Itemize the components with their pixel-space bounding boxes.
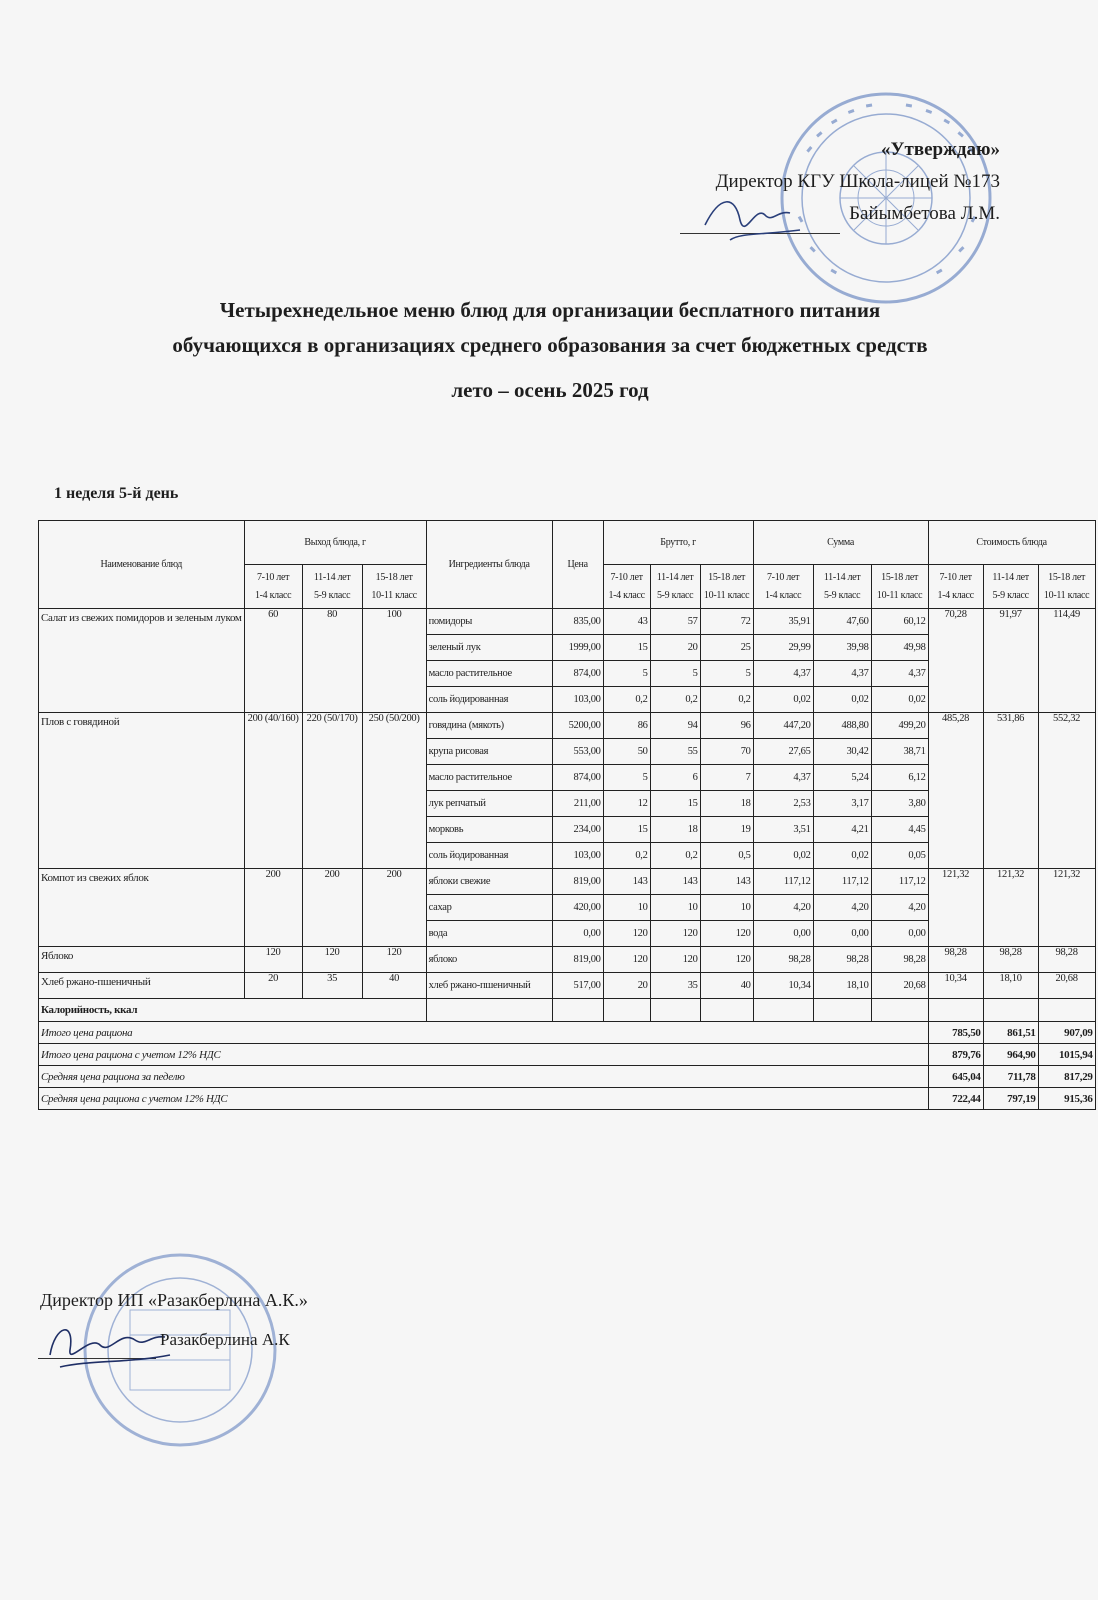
ingredient-name: масло растительное: [426, 765, 552, 791]
grade-label: 5-9 класс: [656, 589, 694, 601]
age-label: 7-10 лет: [256, 571, 290, 583]
menu-table: [38, 520, 1096, 1110]
ingredient-brutto: 143: [603, 869, 650, 895]
ingredient-sum: 488,80: [813, 713, 871, 739]
ingredient-sum: 117,12: [871, 869, 928, 895]
summary-label: Средняя цена рациона за педелю: [39, 1066, 929, 1088]
ingredient-sum: 0,02: [813, 687, 871, 713]
ingredient-price: 1999,00: [552, 635, 603, 661]
dish-name: Компот из свежих яблок: [39, 869, 245, 947]
dish-output: 200 (40/160): [244, 713, 302, 869]
ingredient-sum: 98,28: [813, 947, 871, 973]
dish-cost: 70,28: [928, 609, 983, 713]
supplier-name: Разакберлина А.К: [160, 1330, 290, 1349]
grade-label: 10-11 класс: [876, 589, 923, 601]
calories-cell: [753, 999, 813, 1022]
grade-label: 10-11 класс: [371, 589, 417, 601]
dish-name: Яблоко: [39, 947, 245, 973]
calories-cell: [700, 999, 753, 1022]
ingredient-name: сахар: [426, 895, 552, 921]
ingredient-sum: 5,24: [813, 765, 871, 791]
ingredient-brutto: 25: [700, 635, 753, 661]
document-title-line-1: Четырехнедельное меню блюд для организации бесплатного питания: [219, 298, 881, 322]
age-label: 15-18 лет: [375, 571, 413, 583]
ingredient-brutto: 20: [603, 973, 650, 999]
ingredient-sum: 4,20: [813, 895, 871, 921]
grade-label: 1-4 класс: [764, 589, 802, 601]
summary-value: 785,50: [928, 1022, 983, 1044]
age-group-header: [813, 565, 871, 609]
week-day-label: 1 неделя 5-й день: [54, 485, 179, 502]
summary-value: 797,19: [983, 1088, 1038, 1110]
ingredient-sum: 4,37: [753, 765, 813, 791]
calories-cell: [426, 999, 552, 1022]
ingredient-sum: 499,20: [871, 713, 928, 739]
ingredient-sum: 4,21: [813, 817, 871, 843]
ingredient-name: крупа рисовая: [426, 739, 552, 765]
calories-cell: [813, 999, 871, 1022]
ingredient-price: 103,00: [552, 843, 603, 869]
ingredient-name: говядина (мякоть): [426, 713, 552, 739]
ingredient-price: 874,00: [552, 661, 603, 687]
dish-cost: 531,86: [983, 713, 1038, 869]
grade-label: 1-4 класс: [937, 589, 974, 601]
ingredient-price: 819,00: [552, 869, 603, 895]
dish-name: Салат из свежих помидоров и зеленым луком: [39, 609, 245, 713]
ingredient-sum: 0,02: [871, 687, 928, 713]
ingredient-sum: 0,02: [753, 843, 813, 869]
dish-output: 60: [244, 609, 302, 713]
ingredient-name: лук репчатый: [426, 791, 552, 817]
grade-label: 1-4 класс: [608, 589, 645, 601]
table-row: [39, 609, 1096, 635]
ingredient-price: 5200,00: [552, 713, 603, 739]
ingredient-sum: 49,98: [871, 635, 928, 661]
header-output: Выход блюда, г: [244, 521, 426, 565]
age-label: 11-14 лет: [823, 571, 861, 583]
dish-output: 250 (50/200): [362, 713, 426, 869]
grade-label: 5-9 класс: [823, 589, 861, 601]
ingredient-brutto: 120: [603, 921, 650, 947]
dish-cost: 121,32: [1038, 869, 1095, 947]
ingredient-sum: 0,00: [871, 921, 928, 947]
header-dish: Наименование блюд: [39, 521, 245, 609]
ingredient-name: яблоки свежие: [426, 869, 552, 895]
ingredient-name: яблоко: [426, 947, 552, 973]
ingredient-brutto: 35: [650, 973, 700, 999]
ingredient-sum: 4,20: [871, 895, 928, 921]
ingredient-brutto: 10: [603, 895, 650, 921]
ingredient-brutto: 43: [603, 609, 650, 635]
ingredient-sum: 0,02: [813, 843, 871, 869]
dish-output: 100: [362, 609, 426, 713]
header-sum: Сумма: [753, 521, 928, 565]
calories-cell: [928, 999, 983, 1022]
ingredient-sum: 117,12: [753, 869, 813, 895]
ingredient-price: 517,00: [552, 973, 603, 999]
dish-output: 200: [302, 869, 362, 947]
ingredient-sum: 4,37: [813, 661, 871, 687]
ingredient-name: соль йодированная: [426, 843, 552, 869]
ingredient-sum: 3,17: [813, 791, 871, 817]
ingredient-brutto: 5: [603, 765, 650, 791]
dish-cost: 114,49: [1038, 609, 1095, 713]
grade-label: 5-9 класс: [313, 589, 351, 601]
ingredient-name: морковь: [426, 817, 552, 843]
ingredient-price: 234,00: [552, 817, 603, 843]
ingredient-sum: 117,12: [813, 869, 871, 895]
ingredient-sum: 447,20: [753, 713, 813, 739]
header-brutto: Брутто, г: [603, 521, 753, 565]
dish-cost: 121,32: [928, 869, 983, 947]
ingredient-brutto: 57: [650, 609, 700, 635]
dish-output: 120: [362, 947, 426, 973]
ingredient-sum: 98,28: [753, 947, 813, 973]
age-group-header: [753, 565, 813, 609]
dish-output: 200: [244, 869, 302, 947]
ingredient-name: соль йодированная: [426, 687, 552, 713]
calories-cell: [1038, 999, 1095, 1022]
ingredient-sum: 35,91: [753, 609, 813, 635]
ingredient-sum: 0,00: [753, 921, 813, 947]
summary-label: Средняя цена рациона с учетом 12% НДС: [39, 1088, 929, 1110]
dish-cost: 98,28: [983, 947, 1038, 973]
age-label: 15-18 лет: [708, 571, 746, 583]
age-label: 15-18 лет: [881, 571, 919, 583]
summary-label: Итого цена рациона: [39, 1022, 929, 1044]
summary-value: 915,36: [1038, 1088, 1095, 1110]
ingredient-brutto: 18: [650, 817, 700, 843]
ingredient-brutto: 0,2: [603, 687, 650, 713]
summary-row: [39, 1044, 1096, 1066]
ingredient-brutto: 7: [700, 765, 753, 791]
dish-cost: 98,28: [928, 947, 983, 973]
dish-cost: 552,32: [1038, 713, 1095, 869]
age-group-header: [700, 565, 753, 609]
calories-cell: [603, 999, 650, 1022]
calories-label: Калорийность, ккал: [39, 999, 427, 1022]
table-row: [39, 713, 1096, 739]
summary-value: 879,76: [928, 1044, 983, 1066]
document-title-line-3: лето – осень 2025 год: [451, 378, 649, 402]
ingredient-sum: 6,12: [871, 765, 928, 791]
ingredient-sum: 4,20: [753, 895, 813, 921]
ingredient-name: хлеб ржано-пшеничный: [426, 973, 552, 999]
supplier-signature: [40, 1305, 180, 1380]
calories-row: [39, 999, 1096, 1022]
ingredient-sum: 47,60: [813, 609, 871, 635]
summary-value: 861,51: [983, 1022, 1038, 1044]
ingredient-brutto: 10: [700, 895, 753, 921]
ingredient-brutto: 5: [700, 661, 753, 687]
ingredient-brutto: 120: [650, 947, 700, 973]
summary-value: 964,90: [983, 1044, 1038, 1066]
ingredient-brutto: 55: [650, 739, 700, 765]
calories-cell: [552, 999, 603, 1022]
calories-cell: [983, 999, 1038, 1022]
ingredient-brutto: 120: [700, 921, 753, 947]
ingredient-price: 819,00: [552, 947, 603, 973]
approval-label: «Утверждаю»: [881, 139, 1000, 160]
grade-label: 10-11 класс: [1043, 589, 1090, 601]
ingredient-price: 103,00: [552, 687, 603, 713]
dish-output: 220 (50/170): [302, 713, 362, 869]
ingredient-brutto: 120: [650, 921, 700, 947]
age-group-header: [362, 565, 426, 609]
age-label: 15-18 лет: [1048, 571, 1086, 583]
dish-output: 35: [302, 973, 362, 999]
dish-cost: 121,32: [983, 869, 1038, 947]
ingredient-brutto: 15: [603, 817, 650, 843]
ingredient-brutto: 5: [603, 661, 650, 687]
age-group-header: [603, 565, 650, 609]
ingredient-price: 874,00: [552, 765, 603, 791]
ingredient-brutto: 19: [700, 817, 753, 843]
dish-cost: 485,28: [928, 713, 983, 869]
summary-row: [39, 1022, 1096, 1044]
ingredient-brutto: 70: [700, 739, 753, 765]
ingredient-price: 553,00: [552, 739, 603, 765]
ingredient-brutto: 15: [603, 635, 650, 661]
document-title-line-2: обучающихся в организациях среднего образования за счет бюджетных средств: [172, 333, 928, 357]
ingredient-brutto: 72: [700, 609, 753, 635]
ingredient-brutto: 15: [650, 791, 700, 817]
dish-name: Хлеб ржано-пшеничный: [39, 973, 245, 999]
calories-cell: [650, 999, 700, 1022]
ingredient-brutto: 143: [650, 869, 700, 895]
dish-output: 20: [244, 973, 302, 999]
dish-name: Плов с говядиной: [39, 713, 245, 869]
ingredient-sum: 3,80: [871, 791, 928, 817]
ingredient-brutto: 40: [700, 973, 753, 999]
ingredient-brutto: 18: [700, 791, 753, 817]
ingredient-brutto: 0,5: [700, 843, 753, 869]
ingredient-name: помидоры: [426, 609, 552, 635]
grade-label: 1-4 класс: [254, 589, 292, 601]
summary-label: Итого цена рациона с учетом 12% НДС: [39, 1044, 929, 1066]
ingredient-sum: 60,12: [871, 609, 928, 635]
age-group-header: [928, 565, 983, 609]
ingredient-sum: 10,34: [753, 973, 813, 999]
ingredient-brutto: 10: [650, 895, 700, 921]
dish-output: 200: [362, 869, 426, 947]
ingredient-sum: 0,05: [871, 843, 928, 869]
ingredient-brutto: 5: [650, 661, 700, 687]
ingredient-brutto: 143: [700, 869, 753, 895]
age-label: 11-14 лет: [992, 571, 1029, 583]
ingredient-price: 835,00: [552, 609, 603, 635]
age-group-header: [1038, 565, 1095, 609]
ingredient-name: масло растительное: [426, 661, 552, 687]
ingredient-brutto: 6: [650, 765, 700, 791]
ingredient-sum: 20,68: [871, 973, 928, 999]
ingredient-brutto: 20: [650, 635, 700, 661]
ingredient-sum: 3,51: [753, 817, 813, 843]
table-row: [39, 869, 1096, 895]
header-price: Цена: [552, 521, 603, 609]
summary-value: 645,04: [928, 1066, 983, 1088]
ingredient-sum: 27,65: [753, 739, 813, 765]
ingredient-price: 420,00: [552, 895, 603, 921]
calories-cell: [871, 999, 928, 1022]
director-signature: [700, 185, 810, 255]
age-label: 7-10 лет: [766, 571, 800, 583]
ingredient-brutto: 0,2: [650, 843, 700, 869]
summary-value: 1015,94: [1038, 1044, 1095, 1066]
ingredient-sum: 29,99: [753, 635, 813, 661]
ingredient-sum: 98,28: [871, 947, 928, 973]
ingredient-brutto: 94: [650, 713, 700, 739]
ingredient-name: зеленый лук: [426, 635, 552, 661]
dish-cost: 91,97: [983, 609, 1038, 713]
age-label: 7-10 лет: [939, 571, 972, 583]
ingredient-sum: 38,71: [871, 739, 928, 765]
age-group-header: [244, 565, 302, 609]
summary-value: 907,09: [1038, 1022, 1095, 1044]
ingredient-brutto: 120: [700, 947, 753, 973]
ingredient-brutto: 50: [603, 739, 650, 765]
table-row: [39, 947, 1096, 973]
grade-label: 10-11 класс: [703, 589, 750, 601]
age-label: 7-10 лет: [610, 571, 643, 583]
grade-label: 5-9 класс: [992, 589, 1029, 601]
ingredient-sum: 0,00: [813, 921, 871, 947]
ingredient-sum: 0,02: [753, 687, 813, 713]
ingredient-sum: 4,37: [753, 661, 813, 687]
ingredient-brutto: 12: [603, 791, 650, 817]
ingredient-brutto: 86: [603, 713, 650, 739]
ingredient-brutto: 0,2: [603, 843, 650, 869]
dish-cost: 98,28: [1038, 947, 1095, 973]
ingredient-brutto: 0,2: [650, 687, 700, 713]
dish-cost: 18,10: [983, 973, 1038, 999]
approval-position: Директор КГУ Школа-лицей №173: [715, 171, 1000, 192]
dish-output: 120: [302, 947, 362, 973]
ingredient-sum: 39,98: [813, 635, 871, 661]
summary-value: 711,78: [983, 1066, 1038, 1088]
ingredient-price: 0,00: [552, 921, 603, 947]
supplier-position: Директор ИП «Разакберлина А.К.»: [40, 1290, 308, 1310]
table-row: [39, 973, 1096, 999]
approval-name: Байымбетова Л.М.: [849, 203, 1000, 224]
age-group-header: [650, 565, 700, 609]
ingredient-brutto: 96: [700, 713, 753, 739]
ingredient-name: вода: [426, 921, 552, 947]
summary-row: [39, 1088, 1096, 1110]
ingredient-brutto: 0,2: [700, 687, 753, 713]
ingredient-sum: 30,42: [813, 739, 871, 765]
dish-output: 80: [302, 609, 362, 713]
dish-output: 40: [362, 973, 426, 999]
ingredient-brutto: 120: [603, 947, 650, 973]
ingredient-sum: 4,37: [871, 661, 928, 687]
dish-cost: 20,68: [1038, 973, 1095, 999]
dish-output: 120: [244, 947, 302, 973]
age-label: 11-14 лет: [656, 571, 694, 583]
header-cost: Стоимость блюда: [928, 521, 1095, 565]
age-group-header: [302, 565, 362, 609]
ingredient-sum: 4,45: [871, 817, 928, 843]
ingredient-sum: 18,10: [813, 973, 871, 999]
age-group-header: [871, 565, 928, 609]
ingredient-price: 211,00: [552, 791, 603, 817]
summary-value: 817,29: [1038, 1066, 1095, 1088]
summary-value: 722,44: [928, 1088, 983, 1110]
summary-row: [39, 1066, 1096, 1088]
header-ingredients: Ингредиенты блюда: [426, 521, 552, 609]
age-label: 11-14 лет: [313, 571, 351, 583]
dish-cost: 10,34: [928, 973, 983, 999]
ingredient-sum: 2,53: [753, 791, 813, 817]
age-group-header: [983, 565, 1038, 609]
